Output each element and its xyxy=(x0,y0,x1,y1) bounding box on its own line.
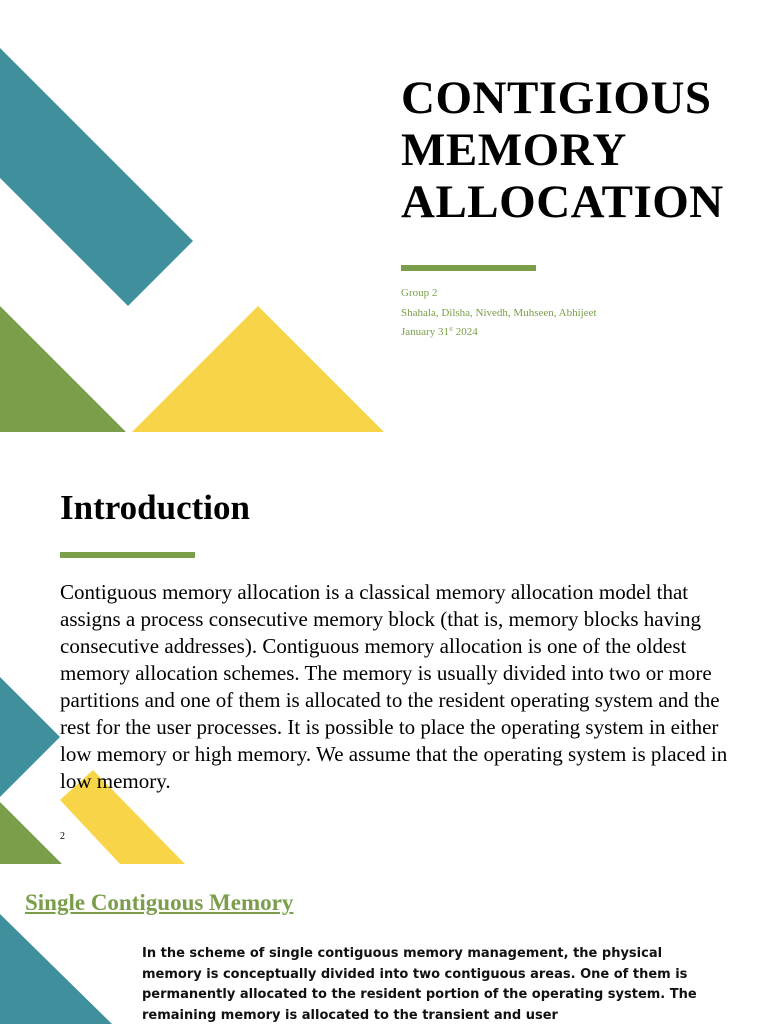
title-line: MEMORY xyxy=(401,124,627,176)
section-heading: Single Contiguous Memory xyxy=(25,890,294,915)
green-triangle-shape xyxy=(0,802,62,864)
title-slide xyxy=(0,0,768,432)
title-divider xyxy=(401,265,536,271)
body-paragraph: In the scheme of single contiguous memory management, the physical memory is conceptually divided into two contiguous areas. One of them is permanently allocated to the resident portion of the operating system. The remaining memory is allocated to the transient and user xyxy=(142,946,697,1023)
decorative-shapes xyxy=(0,0,400,432)
title-line: CONTIGIOUS xyxy=(401,72,712,124)
member-names: Shahala, Dilsha, Nivedh, Muhseen, Abhijeet xyxy=(401,307,597,319)
date-suffix: st xyxy=(448,326,453,333)
introduction-slide xyxy=(0,432,768,864)
presentation-title xyxy=(401,72,761,228)
slide-heading: Introduction xyxy=(60,488,250,527)
section-slide xyxy=(0,864,768,1024)
title-line: ALLOCATION xyxy=(401,176,724,228)
heading-divider xyxy=(60,552,195,558)
presentation-date xyxy=(401,326,478,338)
teal-band-shape xyxy=(0,48,193,306)
date-year: 2024 xyxy=(452,326,478,338)
decorative-shapes xyxy=(0,864,120,1024)
date-prefix: January 31 xyxy=(401,326,449,338)
body-paragraph: Contiguous memory allocation is a classical memory allocation model that assigns a process consecutive memory block (that is, memory blocks having consecutive addresses). Contiguous memory allocation is one of the oldest memory allocation schemes. The memory is usually divided into two or more partitions and one of them is allocated to the resident operating system and the rest for the user processes. It is possible to place the operating system in either low memory or high memory. We assume that the operating system is placed in low memory. xyxy=(60,580,728,793)
teal-band-shape xyxy=(0,914,112,1024)
green-triangle-shape xyxy=(0,306,126,432)
yellow-triangle-shape xyxy=(132,306,384,432)
group-label: Group 2 xyxy=(401,287,438,299)
page-number: 2 xyxy=(60,831,65,842)
teal-triangle-shape xyxy=(0,677,60,797)
